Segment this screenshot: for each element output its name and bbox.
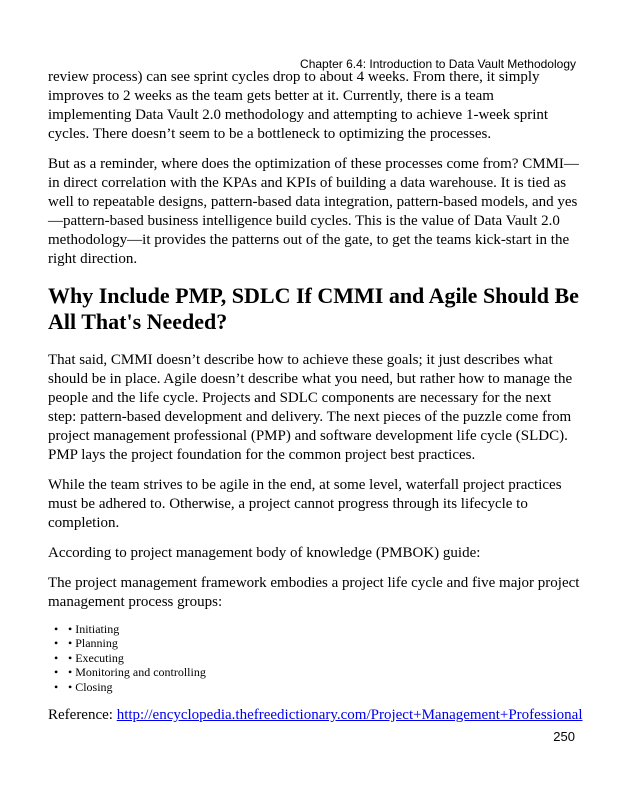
list-item [54, 651, 580, 665]
page-body [48, 68, 583, 725]
bullet-icon: • [54, 679, 59, 694]
process-groups-list [48, 622, 580, 694]
bullet-icon: • [54, 665, 59, 680]
list-item-text: • Initiating [68, 622, 120, 636]
running-header: Chapter 6.4: Introduction to Data Vault Methodology [300, 57, 576, 71]
list-item [54, 680, 580, 694]
list-item-text: • Closing [68, 679, 113, 694]
list-item-text: • Executing [68, 650, 124, 665]
body-paragraph: review process) can see sprint cycles drop to about 4 weeks. From there, it simply improves to 2 weeks as the team gets better at it. Currently, there is a team implementing Data Vault 2.0 methodology and attempting to achieve 1-week sprint cycles. There doesn’t seem to be a bottleneck to optimizing the processes. [48, 69, 549, 142]
list-item-text: • Planning [68, 636, 118, 651]
list-item [54, 665, 580, 679]
bullet-icon: • [54, 636, 59, 651]
body-paragraph: According to project management body of knowledge (PMBOK) guide: [48, 545, 481, 561]
bullet-icon: • [54, 622, 59, 636]
list-item [54, 622, 580, 636]
reference-link[interactable]: http://encyclopedia.thefreedictionary.com/Project+Management+Professional [116, 707, 583, 724]
list-item [54, 636, 580, 650]
body-paragraph: While the team strives to be agile in the end, at some level, waterfall project practices must be adhered to. Otherwise, a project cannot progress through its lifecycle to completion. [48, 477, 562, 531]
list-item-text: • Monitoring and controlling [68, 665, 206, 680]
body-paragraph: The project management framework embodies a project life cycle and five major project management process groups: [48, 575, 580, 610]
body-paragraph: But as a reminder, where does the optimization of these processes come from? CMMI—in direct correlation with the KPAs and KPIs of building a data warehouse. It is tied as well to repeatable designs, pattern-based data integration, pattern-based models, and yes—pattern-based business intelligence build cycles. This is the value of Data Vault 2.0 methodology—it provides the patterns out of the gate, to get the teams kick-start in the right direction. [48, 156, 579, 267]
reference-label: Reference: [48, 707, 113, 724]
page-number: 250 [553, 729, 575, 744]
body-paragraph: That said, CMMI doesn’t describe how to achieve these goals; it just describes what should be in place. Agile doesn’t describe what you need, but rather how to manage the people and the life cycle. Projects and SDLC components are necessary for the next step: pattern-based development and delivery. The next pieces of the puzzle come from project management professional (PMP) and software development life cycle (SLDC). PMP lays the project foundation for the common project best practices. [48, 352, 573, 463]
section-heading: Why Include PMP, SDLC If CMMI and Agile Should Be All That's Needed? [48, 283, 579, 334]
bullet-icon: • [54, 650, 59, 665]
reference-line [48, 706, 583, 725]
